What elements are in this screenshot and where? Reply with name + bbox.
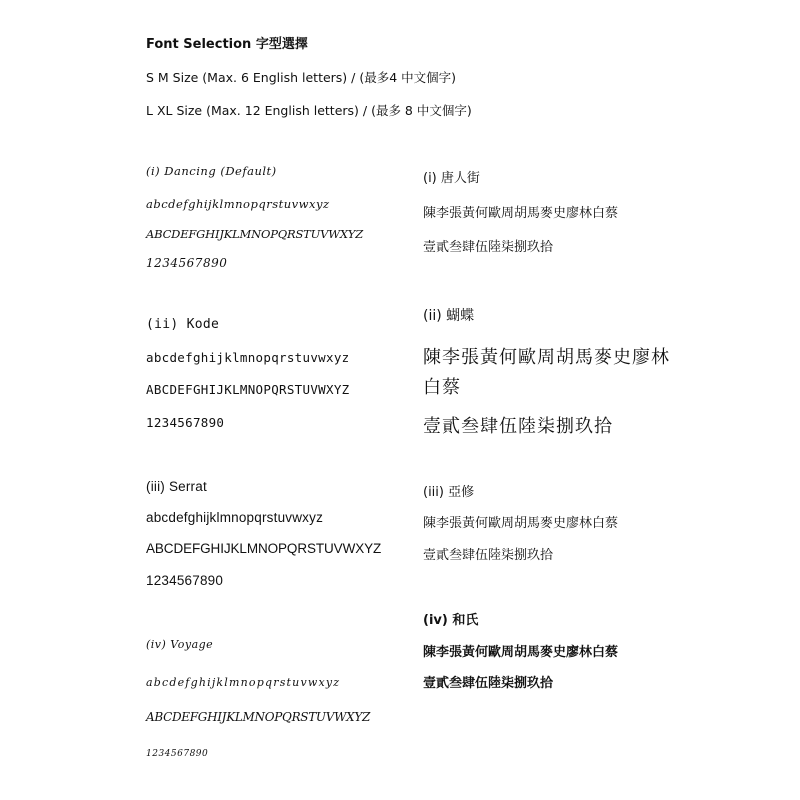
sample-lowercase: abcdefghijklmnopqrstuvwxyz bbox=[146, 197, 330, 211]
lxl-size-note: L XL Size (Max. 12 English letters) / (最多 8 中文個字) bbox=[146, 103, 472, 118]
sample-lowercase: abcdefghijklmnopqrstuvwxyz bbox=[146, 676, 341, 689]
sample-surnames: 陳李張黃何歐周胡馬麥史廖林白蔡 bbox=[423, 206, 619, 221]
font-name: (iv) 和氏 bbox=[423, 613, 479, 628]
font-name: (ii) Kode bbox=[146, 317, 220, 332]
font-name: (iii) 亞修 bbox=[423, 485, 475, 500]
sample-digits: 1234567890 bbox=[146, 415, 225, 430]
sample-numerals: 壹貳叁肆伍陸柒捌玖拾 bbox=[423, 240, 554, 255]
sample-digits: 1234567890 bbox=[146, 573, 224, 588]
font-name: (iii) Serrat bbox=[146, 479, 207, 494]
sample-surnames: 陳李張黃何歐周胡馬麥史廖林白蔡 bbox=[423, 516, 619, 531]
sm-size-note: S M Size (Max. 6 English letters) / (最多4 中文個字) bbox=[146, 70, 457, 85]
sample-digits: 1234567890 bbox=[146, 749, 209, 759]
sample-uppercase: ABCDEFGHIJKLMNOPQRSTUVWXYZ bbox=[146, 382, 350, 397]
sample-lowercase: abcdefghijklmnopqrstuvwxyz bbox=[146, 350, 350, 365]
sample-uppercase: ABCDEFGHIJKLMNOPQRSTUVWXYZ bbox=[146, 710, 371, 724]
sample-surnames-continued: 白蔡 bbox=[423, 377, 461, 398]
sample-surnames: 陳李張黃何歐周胡馬麥史廖林白蔡 bbox=[423, 645, 619, 660]
font-name: (iv) Voyage bbox=[146, 638, 214, 651]
font-name: (i) Dancing (Default) bbox=[146, 164, 277, 178]
page-title: Font Selection 字型選擇 bbox=[146, 37, 308, 52]
sample-uppercase: ABCDEFGHIJKLMNOPQRSTUVWXYZ bbox=[146, 541, 382, 556]
sample-numerals: 壹貳叁肆伍陸柒捌玖拾 bbox=[423, 676, 554, 691]
sample-numerals: 壹貳叁肆伍陸柒捌玖拾 bbox=[423, 548, 554, 563]
sample-surnames: 陳李張黃何歐周胡馬麥史廖林 bbox=[423, 347, 670, 368]
sample-numerals: 壹貳叁肆伍陸柒捌玖拾 bbox=[423, 416, 613, 437]
font-name: (i) 唐人街 bbox=[423, 171, 480, 186]
sample-uppercase: ABCDEFGHIJKLMNOPQRSTUVWXYZ bbox=[146, 227, 363, 241]
font-name: (ii) 蝴蝶 bbox=[423, 308, 475, 324]
sample-digits: 1234567890 bbox=[146, 256, 228, 270]
sample-lowercase: abcdefghijklmnopqrstuvwxyz bbox=[146, 510, 324, 525]
